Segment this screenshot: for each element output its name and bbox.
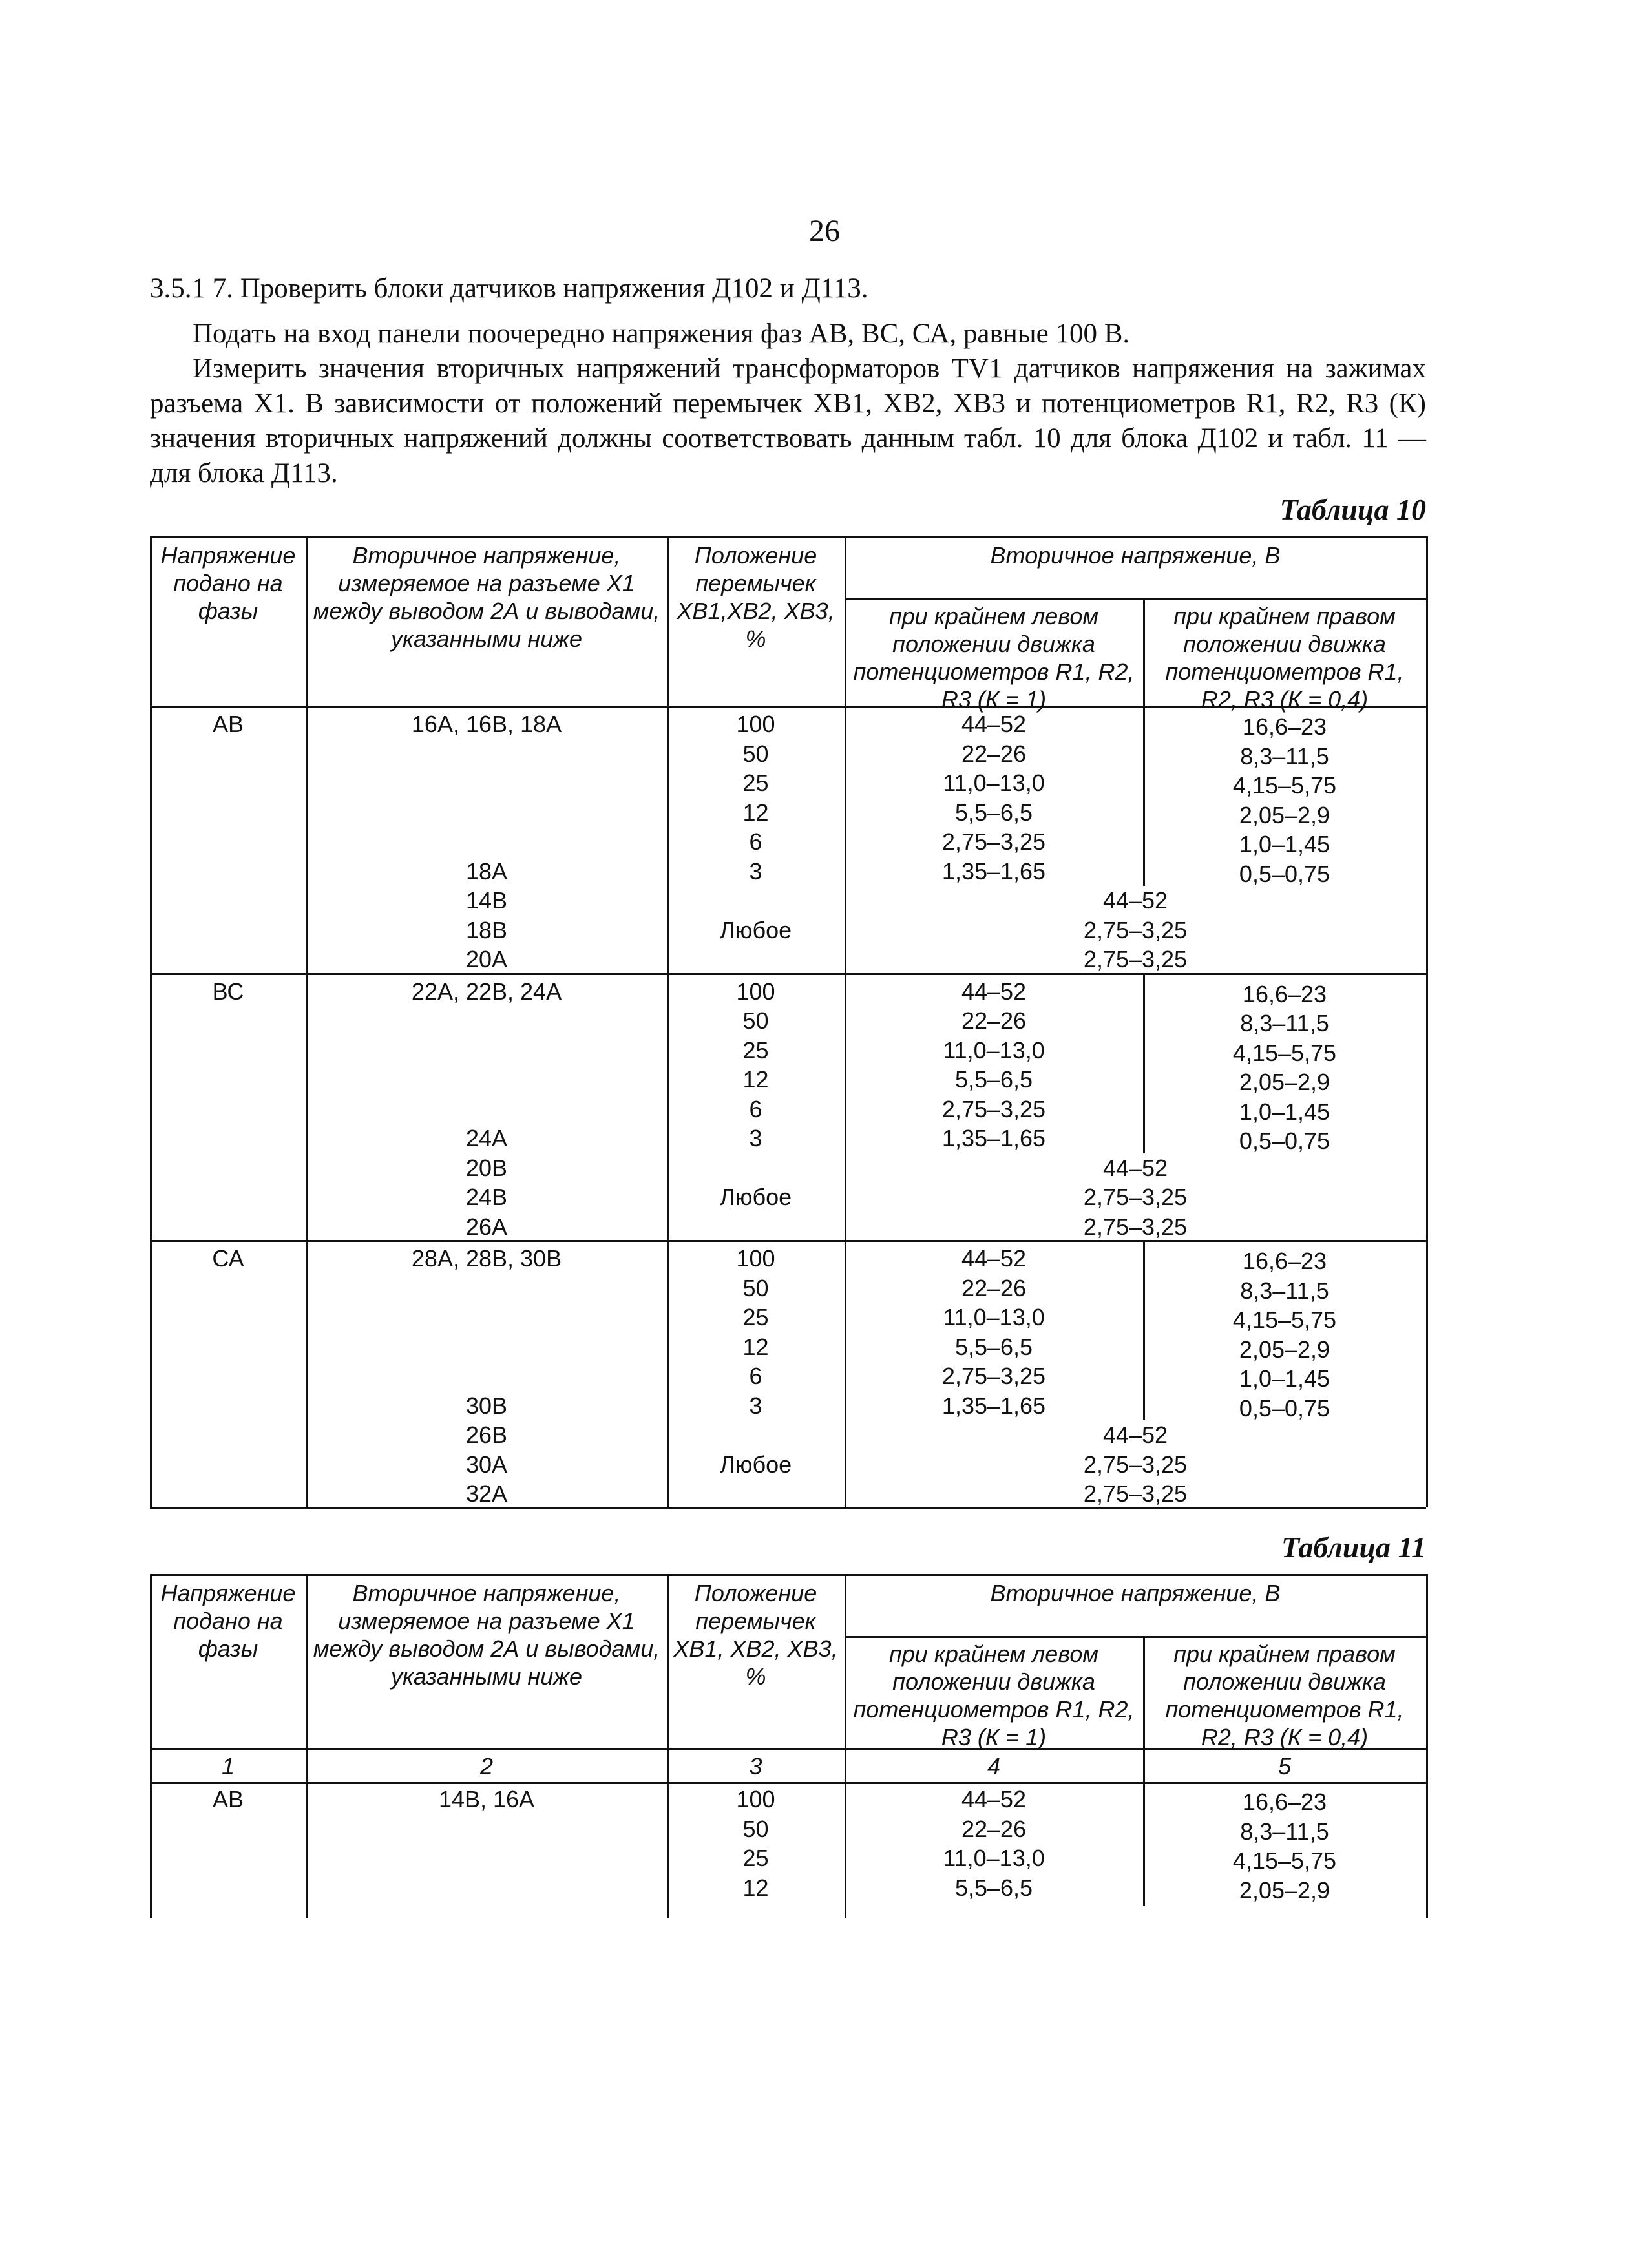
right-voltage-cell: 8,3–11,5 [1240,1010,1329,1036]
position-cell: 50 [742,1815,769,1842]
col-divider [306,1574,308,1918]
col-divider [845,1574,846,1918]
right-voltage-cell: 2,05–2,9 [1239,1069,1330,1095]
right-voltage-cell: 8,3–11,5 [1240,742,1329,770]
position-cell: 6 [749,1095,762,1122]
terminal-cell: 18В [465,916,508,943]
header-subdivider [845,1636,1426,1638]
left-voltage-cell: 5,5–6,5 [954,1333,1033,1360]
header-phase: Напряжение подано на фазы [160,1580,296,1662]
column-number: 5 [1277,1753,1292,1780]
table-11-caption: Таблица 11 [1281,1531,1426,1564]
position-cell: 50 [742,740,769,767]
right-voltage-cell: 8,3–11,5 [1240,1277,1329,1304]
value-col-divider [1143,973,1145,1153]
terminal-cell: 26А [465,1213,508,1240]
table-right-border [1426,536,1428,1507]
position-cell: 6 [749,828,762,855]
header-col-divider [1143,1636,1145,1748]
merged-voltage-cell: 44–52 [1102,1422,1168,1448]
paragraph-2: Подать на вход панели поочередно напряжения фаз АВ, ВС, СА, равные 100 В. [193,319,1130,349]
table-top-border [150,1574,1426,1576]
left-voltage-cell: 5,5–6,5 [954,1874,1033,1901]
terminal-cell: 28А, 28В, 30В [411,1245,562,1272]
right-voltage-cell: 16,6–23 [1242,1789,1327,1815]
phase-label: АВ [212,1786,244,1812]
left-voltage-cell: 5,5–6,5 [954,1066,1033,1093]
terminal-cell: 20А [465,946,508,972]
position-cell: 12 [742,1874,769,1901]
terminal-cell: 30А [465,1451,508,1478]
position-cell: 25 [742,1304,769,1330]
position-cell: 3 [749,857,762,885]
right-voltage-cell: 0,5–0,75 [1239,1128,1330,1154]
left-voltage-cell: 11,0–13,0 [943,1036,1045,1064]
header-col-divider [1143,598,1145,706]
left-voltage-cell: 44–52 [961,1245,1027,1272]
right-voltage-cell: 1,0–1,45 [1239,1365,1330,1392]
merged-voltage-cell: 2,75–3,25 [1083,1480,1188,1507]
right-voltage-cell: 8,3–11,5 [1240,1818,1329,1845]
numbers-bottom-border [150,1782,1426,1784]
terminal-cell: 30В [465,1392,508,1419]
left-voltage-cell: 22–26 [961,1815,1027,1842]
column-number: 3 [749,1753,762,1780]
merged-voltage-cell: 2,75–3,25 [1083,946,1188,972]
merged-voltage-cell: 2,75–3,25 [1083,1213,1188,1240]
header-right: при крайнем правом положении движка потенциометров R1, R2, R3 (К = 0,4) [1165,1641,1404,1750]
right-voltage-cell: 1,0–1,45 [1239,1098,1330,1125]
phase-label: СА [212,1245,244,1272]
group-divider [150,1240,845,1242]
paragraph-1: 3.5.1 7. Проверить блоки датчиков напряжения Д102 и Д113. [150,273,868,304]
merged-voltage-cell: 2,75–3,25 [1083,916,1188,943]
table-11 [150,1574,1426,1918]
right-voltage-cell: 2,05–2,9 [1239,1336,1330,1363]
header-secondary: Вторичное напряжение, В [990,542,1281,569]
position-cell: 12 [742,1333,769,1360]
merged-voltage-cell: 2,75–3,25 [1083,1184,1188,1210]
header-right: при крайнем правом положении движка потенциометров R1, R2, R3 (К = 0,4) [1165,603,1404,713]
position-cell: 12 [742,799,769,826]
col-divider [306,536,308,1507]
position-cell: 6 [749,1363,762,1389]
right-voltage-cell: 16,6–23 [1242,980,1327,1007]
position-cell: 100 [736,978,775,1005]
column-number: 2 [479,1753,494,1780]
table-right-border [1426,1574,1428,1918]
merged-voltage-cell: 2,75–3,25 [1083,1451,1188,1478]
left-voltage-cell: 22–26 [961,1274,1027,1301]
left-voltage-cell: 1,35–1,65 [941,1125,1046,1151]
header-measured: Вторичное напряжение, измеряемое на разъеме X1 между выводом 2А и выводами, указанными ниже [313,1580,660,1690]
right-voltage-cell: 2,05–2,9 [1239,1876,1330,1904]
terminal-cell: 20В [465,1154,508,1181]
merged-voltage-cell: 44–52 [1102,887,1168,914]
right-voltage-cell: 4,15–5,75 [1232,772,1337,799]
header-position: Положение перемычек XB1,XB2, XB3, % [677,542,835,652]
right-voltage-cell: 0,5–0,75 [1239,860,1330,887]
right-voltage-cell: 4,15–5,75 [1232,1039,1337,1066]
right-voltage-cell: 2,05–2,9 [1239,801,1330,828]
header-measured: Вторичное напряжение, измеряемое на разъеме X1 между выводом 2А и выводами, указанными ниже [313,542,660,652]
page-number: 26 [809,214,840,248]
terminal-cell: 14В [465,887,508,914]
column-number: 1 [221,1753,235,1780]
phase-label: ВС [212,978,244,1005]
position-cell: 3 [749,1392,762,1419]
left-voltage-cell: 11,0–13,0 [943,770,1045,796]
left-voltage-cell: 44–52 [961,978,1027,1005]
header-subdivider [845,598,1426,600]
numbers-col-divider [1143,1748,1145,1782]
header-left: при крайнем левом положении движка потенциометров R1, R2, R3 (К = 1) [853,603,1135,713]
terminal-cell: 16А, 16В, 18А [411,711,562,737]
left-voltage-cell: 2,75–3,25 [941,1363,1046,1389]
table-left-border [150,536,152,1507]
left-voltage-cell: 2,75–3,25 [941,828,1046,855]
position-cell: 25 [742,1845,769,1871]
merged-voltage-cell: 44–52 [1102,1154,1168,1181]
group-divider [845,973,1426,975]
right-voltage-cell: 4,15–5,75 [1232,1307,1337,1333]
paragraph-3: Измерить значения вторичных напряжений трансформаторов TV1 датчиков напряжения на зажимах разъема X1. В зависимости от положений перемычек XB1, XB2, XB3 и потенциометров R1, R2, R3 (К) значения вторичных напряжений должны соответствовать данным табл. 10 для блока Д102 и табл. 11 — для блока Д113. [150,353,1426,488]
group-divider [150,973,845,975]
table-10-caption: Таблица 10 [1279,493,1426,526]
col-divider [667,536,669,1507]
position-cell: Любое [719,916,792,943]
left-voltage-cell: 22–26 [961,1007,1027,1034]
table-top-border [150,536,1426,538]
left-voltage-cell: 1,35–1,65 [941,857,1046,885]
position-cell: 12 [742,1066,769,1093]
position-cell: 50 [742,1007,769,1034]
position-cell: 50 [742,1274,769,1301]
left-voltage-cell: 1,35–1,65 [941,1392,1046,1419]
col-divider [667,1574,669,1918]
col-divider [845,536,846,1507]
position-cell: 25 [742,1036,769,1064]
position-cell: 100 [736,1245,775,1272]
header-secondary: Вторичное напряжение, В [990,1580,1281,1606]
header-position: Положение перемычек XB1, XB2, XB3, % [673,1580,838,1690]
terminal-cell: 22А, 22В, 24А [411,978,562,1005]
left-voltage-cell: 22–26 [961,740,1027,767]
left-voltage-cell: 11,0–13,0 [943,1304,1045,1330]
left-voltage-cell: 44–52 [961,1786,1027,1812]
left-voltage-cell: 44–52 [961,711,1027,737]
left-voltage-cell: 5,5–6,5 [954,799,1033,826]
right-voltage-cell: 16,6–23 [1242,1248,1327,1274]
terminal-cell: 24А [465,1125,508,1151]
column-number: 4 [987,1753,1001,1780]
position-cell: Любое [719,1184,792,1210]
group-divider [845,1240,1426,1242]
position-cell: Любое [719,1451,792,1478]
position-cell: 25 [742,770,769,796]
terminal-cell: 24В [465,1184,508,1210]
right-voltage-cell: 0,5–0,75 [1239,1394,1330,1422]
header-phase: Напряжение подано на фазы [160,542,296,624]
value-col-divider [1143,706,1145,886]
terminal-cell: 26В [465,1422,508,1448]
header-left: при крайнем левом положении движка потенциометров R1, R2, R3 (К = 1) [853,1641,1135,1750]
left-voltage-cell: 2,75–3,25 [941,1095,1046,1122]
terminal-cell: 14В, 16А [438,1786,535,1812]
left-voltage-cell: 11,0–13,0 [943,1845,1045,1871]
value-col-divider [1143,1782,1145,1906]
value-col-divider [1143,1240,1145,1420]
terminal-cell: 18А [465,857,508,885]
position-cell: 3 [749,1125,762,1151]
right-voltage-cell: 1,0–1,45 [1239,831,1330,857]
right-voltage-cell: 16,6–23 [1242,713,1327,740]
table-10 [150,536,1426,1507]
phase-label: АВ [212,711,244,737]
table-left-border [150,1574,152,1918]
position-cell: 100 [736,711,775,737]
terminal-cell: 32А [465,1480,508,1507]
position-cell: 100 [736,1786,775,1812]
right-voltage-cell: 4,15–5,75 [1232,1847,1337,1874]
